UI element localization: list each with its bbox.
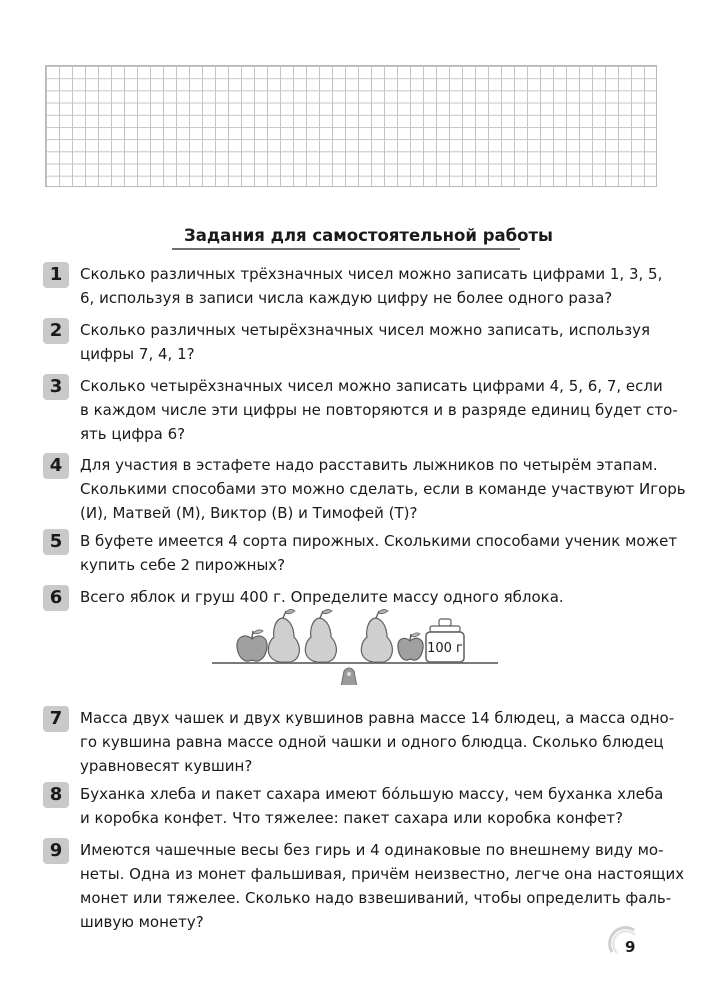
squared-grid-area: [45, 65, 657, 187]
section-title: Задания для самостоятельной работы: [184, 226, 553, 245]
page-number: 9: [625, 938, 636, 956]
task-text-line: Для участия в эстафете надо расставить лыжников по четырём этапам.: [80, 456, 658, 474]
task-text-line: Имеются чашечные весы без гирь и 4 одинаковые по внешнему виду мо-: [80, 841, 664, 859]
task-text-line: монет или тяжелее. Сколько надо взвешиваний, чтобы определить фаль-: [80, 889, 672, 907]
task-text-line: неты. Одна из монет фальшивая, причём неизвестно, легче она настоящих: [80, 865, 685, 883]
task-text-line: купить себе 2 пирожных?: [80, 556, 286, 574]
apple-icon: [398, 633, 423, 660]
weight-100g-icon: [426, 619, 464, 662]
task-text-line: уравновесят кувшин?: [80, 757, 253, 775]
task-text-line: 6, используя в записи числа каждую цифру не более одного раза?: [80, 289, 613, 307]
task-text-line: Сколькими способами это можно сделать, если в команде участвуют Игорь: [80, 480, 686, 498]
weight-label: 100 г: [427, 641, 463, 656]
task-text-line: Всего яблок и груш 400 г. Определите массу одного яблока.: [80, 588, 564, 606]
balance-scale-figure: [210, 605, 500, 685]
task-text-line: Сколько четырёхзначных чисел можно записать цифрами 4, 5, 6, 7, если: [80, 377, 663, 395]
task-text-line: В буфете имеется 4 сорта пирожных. Сколькими способами ученик может: [80, 532, 678, 550]
task-text-line: ять цифра 6?: [80, 425, 186, 443]
task-text-line: го кувшина равна массе одной чашки и одного блюдца. Сколько блюдец: [80, 733, 664, 751]
page-number-arc-decoration: [604, 922, 644, 962]
task-text-line: Буханка хлеба и пакет сахара имеют бóльшую массу, чем буханка хлеба: [80, 785, 664, 803]
task-text-line: и коробка конфет. Что тяжелее: пакет сахара или коробка конфет?: [80, 809, 624, 827]
task-number: 4: [43, 453, 69, 479]
task-text-line: цифры 7, 4, 1?: [80, 345, 195, 363]
task-number: 7: [43, 706, 69, 732]
apple-icon: [237, 630, 267, 661]
scale-support-icon: [341, 668, 357, 685]
section-title-underline: [172, 248, 520, 250]
task-text-line: шивую монету?: [80, 913, 204, 931]
task-number: 6: [43, 585, 69, 611]
task-text-line: в каждом числе эти цифры не повторяются и в разряде единиц будет сто-: [80, 401, 678, 419]
task-text-line: Сколько различных четырёхзначных чисел можно записать, используя: [80, 321, 650, 339]
pear-icon: [268, 609, 299, 662]
task-number: 8: [43, 782, 69, 808]
task-number: 2: [43, 318, 69, 344]
task-text-line: (И), Матвей (М), Виктор (В) и Тимофей (Т)?: [80, 504, 418, 522]
pear-icon: [361, 609, 392, 662]
task-number: 3: [43, 374, 69, 400]
task-number: 9: [43, 838, 69, 864]
pear-icon: [305, 609, 336, 662]
task-text-line: Масса двух чашек и двух кувшинов равна массе 14 блюдец, а масса одно-: [80, 709, 675, 727]
task-text-line: Сколько различных трёхзначных чисел можно записать цифрами 1, 3, 5,: [80, 265, 663, 283]
task-number: 5: [43, 529, 69, 555]
task-number: 1: [43, 262, 69, 288]
